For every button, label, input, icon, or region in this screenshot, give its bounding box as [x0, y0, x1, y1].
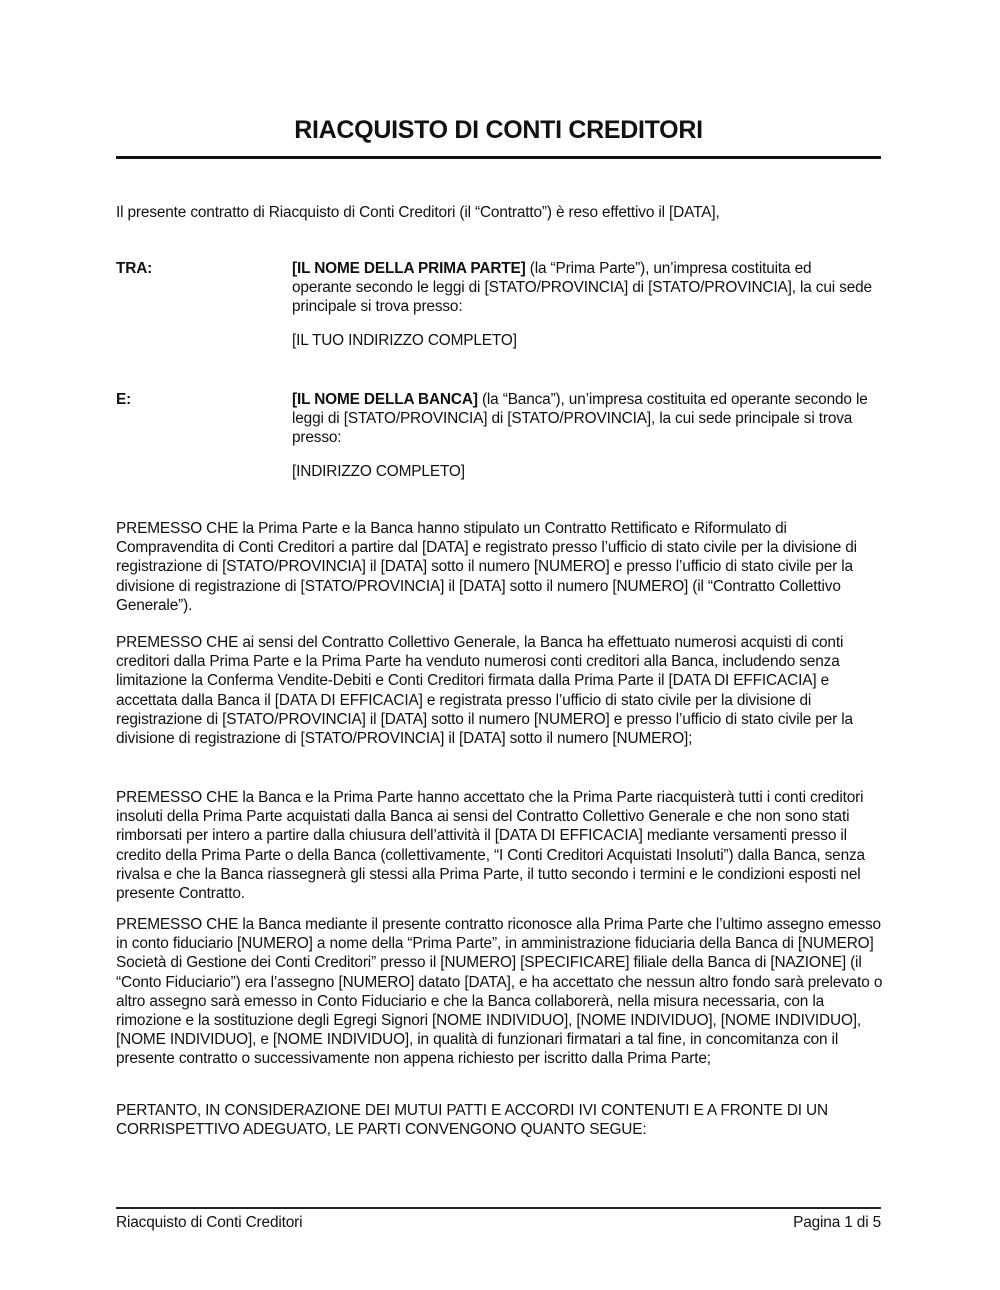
recital-paragraph-4: PREMESSO CHE la Banca mediante il presente contratto riconosce alla Prima Parte che l’ultimo assegno emesso in conto fiduciario [NUMERO] a nome della “Prima Parte”, in amministrazione fiduciaria della Banca di [NUMERO] Società di Gestione dei Conti Creditori” presso il [NUMERO] [SPECIFICARE] filiale della Banca di [NAZIONE] (il “Conto Fiduciario”) era l’assegno [NUMERO] datato [DATA], e ha accettato che nessun altro fondo sarà prelevato o altro assegno sarà emesso in Conto Fiduciario e che la Banca collaborerà, nella misura necessaria, con la rimozione e la sostituzione degli Egregi Signori [NOME INDIVIDUO], [NOME INDIVIDUO], [NOME INDIVIDUO], [NOME INDIVIDUO], e [NOME INDIVIDUO], in qualità di funzionari firmatari a tal fine, in concomitanza con il presente contratto o successivamente non appena richiesto per iscritto dalla Prima Parte;: [116, 916, 883, 1068]
conclusion-paragraph: PERTANTO, IN CONSIDERAZIONE DEI MUTUI PATTI E ACCORDI IVI CONTENUTI E A FRONTE DI UN CORRISPETTIVO ADEGUATO, LE PARTI CONVENGONO QUANTO SEGUE:: [116, 1102, 828, 1139]
party-description: [292, 390, 872, 448]
party-description-text: (la “Banca”), un’impresa costituita ed operante secondo le leggi di [STATO/PROVINCIA] di [STATO/PROVINCIA], la cui sede principale si trova presso:: [292, 391, 868, 447]
footer-divider: [116, 1207, 881, 1209]
party-description: [292, 259, 872, 317]
intro-paragraph: Il presente contratto di Riacquisto di Conti Creditori (il “Contratto”) è reso effettivo il [DATA],: [116, 204, 720, 221]
party-address: [IL TUO INDIRIZZO COMPLETO]: [292, 331, 517, 349]
footer-page-number: Pagina 1 di 5: [793, 1214, 881, 1231]
recital-paragraph-1: PREMESSO CHE la Prima Parte e la Banca hanno stipulato un Contratto Rettificato e Riformulato di Compravendita di Conti Creditori a partire dal [DATA] e registrato presso l’ufficio di stato civile per la divisione di registrazione di [STATO/PROVINCIA] il [DATA] sotto il numero [NUMERO] e presso l’ufficio di stato civile per la divisione di registrazione di [STATO/PROVINCIA] il [DATA] sotto il numero [NUMERO] (il “Contratto Collettivo Generale”).: [116, 520, 857, 614]
document-title: RIACQUISTO DI CONTI CREDITORI: [294, 116, 703, 144]
footer-document-name: Riacquisto di Conti Creditori: [116, 1214, 303, 1231]
party-name: [IL NOME DELLA PRIMA PARTE]: [292, 260, 526, 277]
party-label: E:: [116, 391, 132, 408]
recital-paragraph-2: PREMESSO CHE ai sensi del Contratto Collettivo Generale, la Banca ha effettuato numerosi acquisti di conti creditori dalla Prima Parte e la Prima Parte ha venduto numerosi conti creditori alla Banca, includendo senza limitazione la Conferma Vendite-Debiti e Conti Creditori firmata dalla Prima Parte il [DATA DI EFFICACIA] e accettata dalla Banca il [DATA DI EFFICACIA] e registrata presso l’ufficio di stato civile per la divisione di registrazione di [STATO/PROVINCIA] il [DATA] sotto il numero [NUMERO] e presso l’ufficio di stato civile per la divisione di registrazione di [STATO/PROVINCIA] il [DATA] sotto il numero [NUMERO];: [116, 634, 853, 748]
party-body: [292, 390, 872, 481]
recital-paragraph-3: PREMESSO CHE la Banca e la Prima Parte hanno accettato che la Prima Parte riacquisterà tutti i conti creditori insoluti della Prima Parte acquistati dalla Banca ai sensi del Contratto Collettivo Generale e che non sono stati rimborsati per intero a partire dalla chiusura dell’attività il [DATA DI EFFICACIA] mediante versamenti presso il credito della Prima Parte o della Banca (collettivamente, “I Conti Creditori Acquistati Insoluti”) dalla Banca, senza rivalsa e che la Banca riassegnerà gli stessi alla Prima Parte, il tutto secondo i termini e le condizioni esposti nel presente Contratto.: [116, 789, 865, 903]
party-description-text: (la “Prima Parte”), un’impresa costituita ed operante secondo le leggi di [STATO/PROVINCIA] di [STATO/PROVINCIA], la cui sede principale si trova presso:: [292, 260, 872, 316]
party-name: [IL NOME DELLA BANCA]: [292, 391, 478, 408]
party-label: TRA:: [116, 260, 153, 277]
party-address: [INDIRIZZO COMPLETO]: [292, 462, 465, 480]
party-body: [292, 259, 872, 350]
title-divider: [116, 156, 881, 159]
